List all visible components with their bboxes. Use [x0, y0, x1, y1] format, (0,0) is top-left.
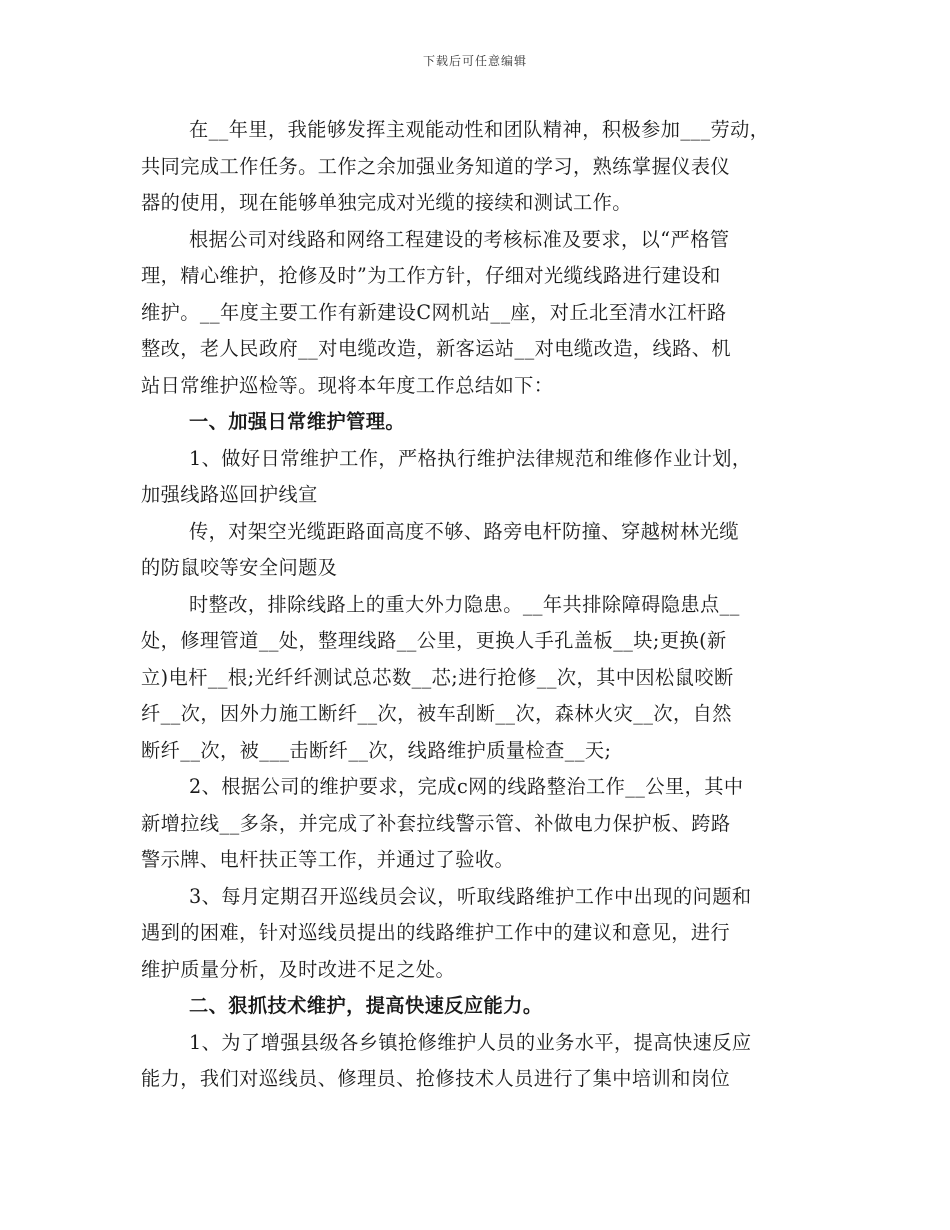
document-body: [141, 112, 809, 1098]
paragraph-line: 3、每月定期召开巡线员会议，听取线路维护工作中出现的问题和: [189, 884, 752, 908]
paragraph-line: 加强线路巡回护线宣: [141, 483, 318, 506]
page-header: 下载后可任意编辑: [422, 54, 527, 68]
paragraph-line: 断纤__次，被___击断纤__次，线路维护质量检查__天;: [141, 738, 612, 762]
paragraph-line: 2、根据公司的维护要求，完成c网的线路整治工作__公里，其中: [189, 775, 744, 798]
paragraph-line: 维护。__年度主要工作有新建设C网机站__座，对丘北至清水江杆路: [141, 300, 727, 324]
paragraph-line: 时整改，排除线路上的重大外力隐患。__年共排除障碍隐患点__: [189, 592, 740, 616]
paragraph-line: 器的使用，现在能够单独完成对光缆的接续和测试工作。: [141, 191, 632, 214]
paragraph-line: 处，修理管道__处，整理线路__公里，更换人手孔盖板__块;更换(新: [141, 629, 727, 652]
paragraph-line: 根据公司对线路和网络工程建设的考核标准及要求，以“严格管: [189, 227, 730, 251]
paragraph-line: 的防鼠咬等安全问题及: [141, 556, 338, 579]
paragraph-line: 立)电杆__根;光纤纤测试总芯数__芯;进行抢修__次，其中因松鼠咬断: [141, 665, 734, 689]
paragraph-line: 在__年里，我能够发挥主观能动性和团队精神，积极参加___劳动，: [189, 118, 770, 141]
paragraph-line: 站日常维护巡检等。现将本年度工作总结如下：: [141, 373, 554, 397]
paragraph-line: 整改，老人民政府__对电缆改造，新客运站__对电缆改造，线路、机: [141, 337, 732, 360]
paragraph-line: 维护质量分析，及时改进不足之处。: [141, 957, 456, 981]
paragraph-line: 1、做好日常维护工作，严格执行维护法律规范和维修作业计划，: [189, 446, 752, 470]
paragraph-line: 能力，我们对巡线员、修理员、抢修技术人员进行了集中培训和岗位: [141, 1067, 731, 1090]
section-heading: 二、狠抓技术维护，提高快速反应能力。: [189, 994, 543, 1017]
paragraph-line: 新增拉线__多条，并完成了补套拉线警示管、补做电力保护板、跨路: [141, 811, 731, 835]
paragraph-line: 共同完成工作任务。工作之余加强业务知道的学习，熟练掌握仪表仪: [141, 154, 731, 178]
section-heading: 一、加强日常维护管理。: [189, 410, 406, 433]
paragraph-line: 纤__次，因外力施工断纤__次，被车刮断__次，森林火灾__次，自然: [141, 702, 732, 725]
paragraph-line: 传，对架空光缆距路面高度不够、路旁电杆防撞、穿越树林光缆: [189, 519, 739, 543]
paragraph-line: 1、为了增强县级各乡镇抢修维护人员的业务水平，提高快速反应: [189, 1030, 752, 1054]
paragraph-line: 遇到的困难，针对巡线员提出的线路维护工作中的建议和意见，进行: [141, 921, 731, 944]
paragraph-line: 警示牌、电杆扶正等工作，并通过了验收。: [141, 848, 515, 871]
paragraph-line: 理，精心维护，抢修及时”为工作方针，仔细对光缆线路进行建设和: [141, 264, 721, 287]
